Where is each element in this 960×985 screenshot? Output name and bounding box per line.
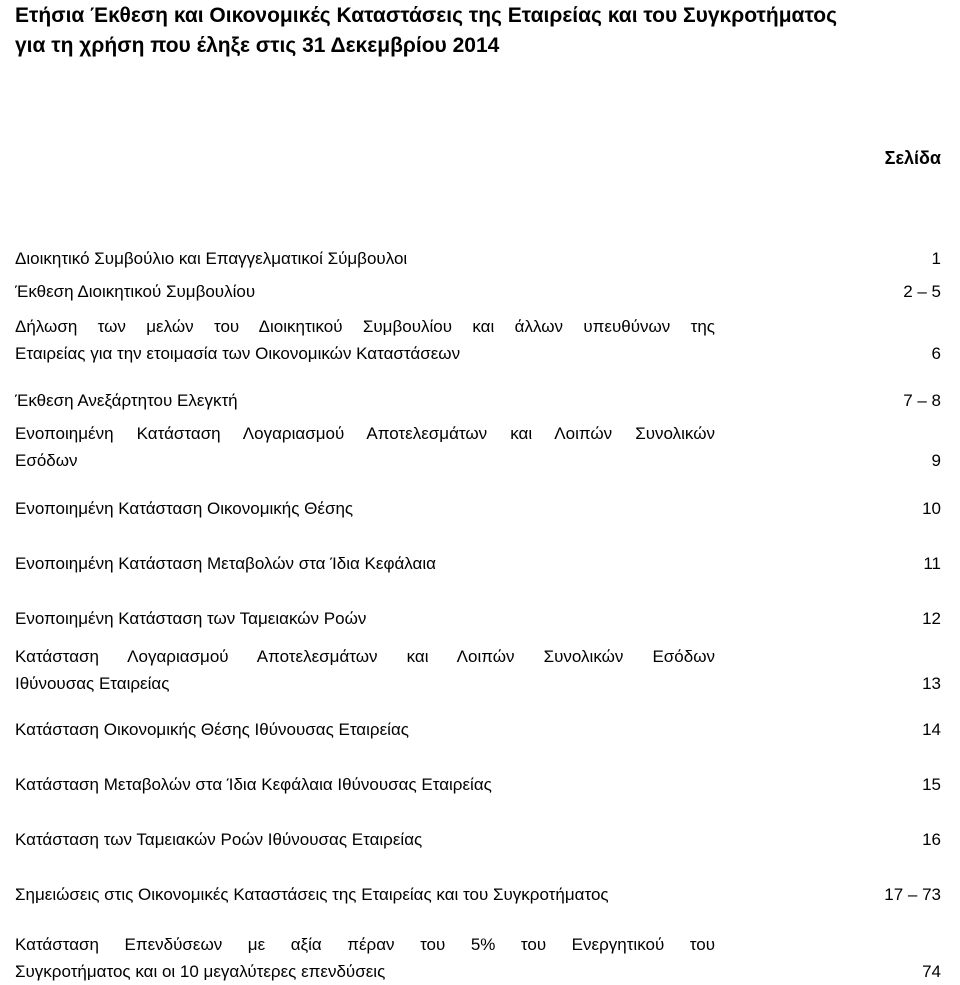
toc-entry-page-number: 11 [923,554,941,573]
toc-entry-title-line: Ενοποιημένη Κατάσταση των Ταμειακών Ροών [15,609,367,628]
toc-entry-title-line: Κατάσταση Επενδύσεων με αξία πέραν του 5% του Ενεργητικού του [15,935,715,954]
toc-entry-title-line: Κατάσταση Οικονομικής Θέσης Ιθύνουσας Εταιρείας [15,720,409,739]
toc-entry-title-line: Δήλωση των μελών του Διοικητικού Συμβουλίου και άλλων υπευθύνων της [15,317,715,336]
toc-entry [15,420,941,474]
toc-entry [15,931,941,985]
toc-entry-page-number: 12 [922,609,941,628]
toc-entry-title [15,313,881,367]
toc-entry-page-number: 7 – 8 [903,391,941,410]
toc-entry [15,771,941,798]
toc-entry-title [15,495,881,522]
toc-entry [15,387,941,414]
toc-entry-title-line: Έκθεση Διοικητικού Συμβουλίου [15,282,256,301]
toc-entry-page-number: 2 – 5 [903,282,941,301]
toc-entry-page-number: 15 [922,775,941,794]
toc-entry [15,716,941,743]
toc-entry-page-number: 6 [931,344,941,363]
toc-entry-title-line: Ενοποιημένη Κατάσταση Οικονομικής Θέσης [15,499,354,518]
toc-entry [15,605,941,632]
toc-entry-page-number: 14 [922,720,941,739]
toc-entry-title-line: Σημειώσεις στις Οικονομικές Καταστάσεις της Εταιρείας και του Συγκροτήματος [15,885,609,904]
toc-entry-title [15,245,881,272]
toc-entry-title-line: Ιθύνουσας Εταιρείας [15,674,170,693]
toc-entry [15,313,941,367]
document-title [15,1,941,61]
toc-entry [15,550,941,577]
document-title-line-1: Ετήσια Έκθεση και Οικονομικές Καταστάσεις της Εταιρείας και του Συγκροτήματος [15,4,837,27]
toc-entry-page-number: 74 [922,962,941,981]
toc-entry-title [15,605,881,632]
toc-entry-page-number: 13 [922,674,941,693]
toc-entry [15,495,941,522]
toc-entry-title-line: Ενοποιημένη Κατάσταση Μεταβολών στα Ίδια Κεφάλαια [15,554,436,573]
toc-entry-title-line: Εταιρείας για την ετοιμασία των Οικονομικών Καταστάσεων [15,344,461,363]
toc-entry-page-number: 9 [931,451,941,470]
toc-entry-title-line: Ενοποιημένη Κατάσταση Λογαριασμού Αποτελεσμάτων και Λοιπών Συνολικών [15,424,715,443]
toc-entry [15,278,941,305]
page-column-header: Σελίδα [884,148,941,168]
toc-entry-title-line: Κατάσταση Λογαριασμού Αποτελεσμάτων και Λοιπών Συνολικών Εσόδων [15,647,715,666]
toc-entry-title [15,716,881,743]
toc-entry-title-line: Εσόδων [15,451,78,470]
toc-entry-title [15,881,881,908]
toc-entry-title-line: Κατάσταση Μεταβολών στα Ίδια Κεφάλαια Ιθύνουσας Εταιρείας [15,775,492,794]
toc-entry-page-number: 1 [931,249,941,268]
toc-entry-title-line: Συγκροτήματος και οι 10 μεγαλύτερες επενδύσεις [15,962,386,981]
toc-entry-title [15,387,881,414]
toc-entry-title-line: Κατάσταση των Ταμειακών Ροών Ιθύνουσας Εταιρείας [15,830,423,849]
toc-entry-title [15,278,881,305]
toc-entry [15,245,941,272]
toc-entry [15,826,941,853]
toc-entry-page-number: 17 – 73 [884,885,941,904]
toc-entry-title [15,826,881,853]
toc-entry-title-line: Διοικητικό Συμβούλιο και Επαγγελματικοί Σύμβουλοι [15,249,408,268]
toc-entry-title [15,550,881,577]
toc-entry-page-number: 10 [922,499,941,518]
document-title-line-2: για τη χρήση που έληξε στις 31 Δεκεμβρίου 2014 [15,34,500,57]
toc-entry-title [15,643,881,697]
document-page [15,0,941,981]
toc-entry-title-line: Έκθεση Ανεξάρτητου Ελεγκτή [15,391,238,410]
toc-entry [15,643,941,697]
toc-entry-title [15,420,881,474]
toc-entry-title [15,771,881,798]
toc-entry-title [15,931,881,985]
toc-entry [15,881,941,908]
toc-entry-page-number: 16 [922,830,941,849]
